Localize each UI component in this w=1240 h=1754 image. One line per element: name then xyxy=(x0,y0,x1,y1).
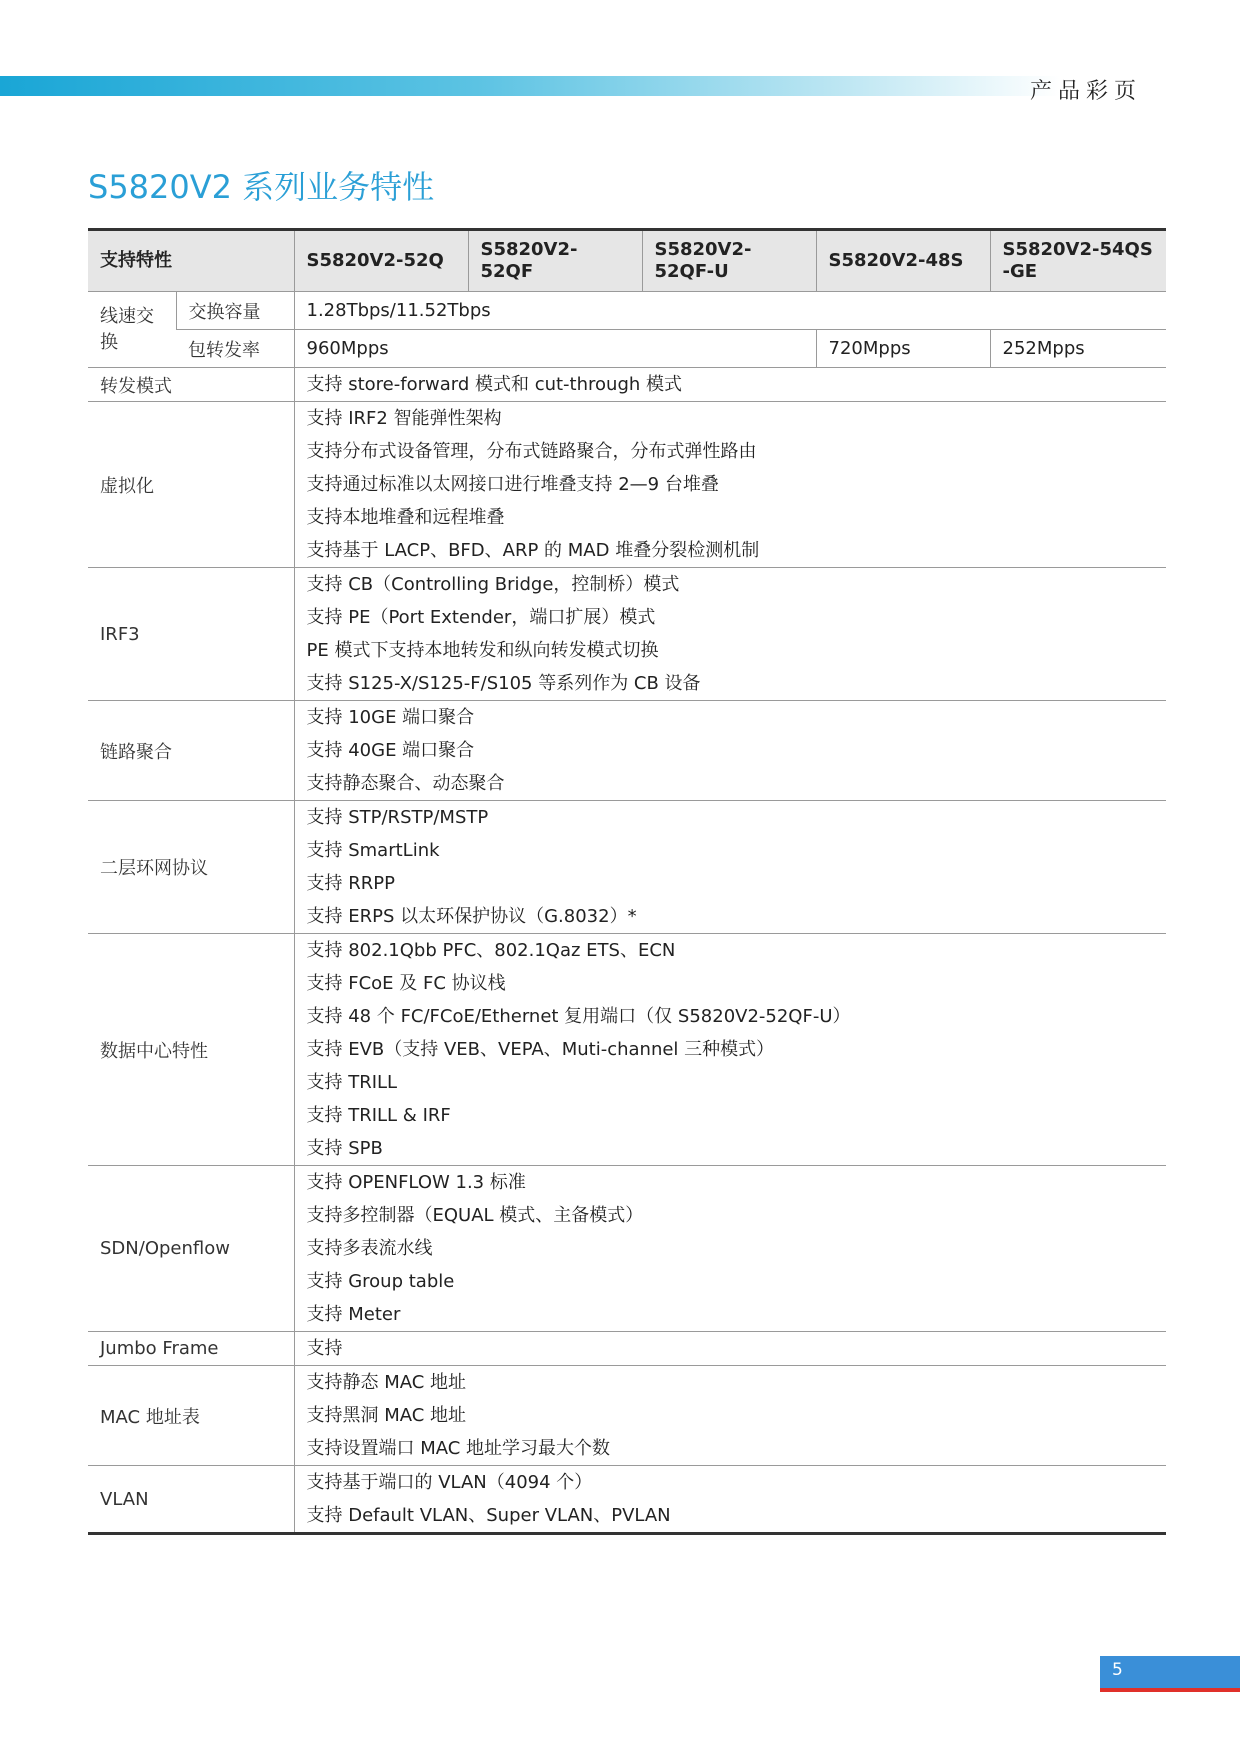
feature-table xyxy=(88,228,1166,1535)
feature-detail-line: 支持静态聚合、动态聚合 xyxy=(306,773,505,794)
feature-detail-cell xyxy=(294,934,1166,1166)
feature-cell: VLAN xyxy=(88,1466,294,1534)
feature-detail-line: 支持 xyxy=(306,1338,343,1359)
page-number: 5 xyxy=(1112,1660,1123,1680)
feature-cell: MAC 地址表 xyxy=(88,1366,294,1466)
feature-cell: 数据中心特性 xyxy=(88,934,294,1166)
table-row xyxy=(88,292,1166,330)
header-model: S5820V2-52QF-U xyxy=(642,230,816,292)
feature-detail-cell xyxy=(294,368,1166,402)
table-row xyxy=(88,330,1166,368)
header-tag: 产品彩页 xyxy=(1030,79,1143,104)
feature-detail-line: PE 模式下支持本地转发和纵向转发模式切换 xyxy=(306,640,659,661)
feature-cell: IRF3 xyxy=(88,568,294,701)
feature-detail-line: 支持 IRF2 智能弹性架构 xyxy=(306,408,502,429)
table-row xyxy=(88,568,1166,701)
feature-detail-line: 支持 48 个 FC/FCoE/Ethernet 复用端口（仅 S5820V2-52QF-U） xyxy=(306,1006,851,1027)
table-row xyxy=(88,701,1166,801)
feature-detail-line: 支持 PE（Port Extender，端口扩展）模式 xyxy=(306,607,656,628)
feature-detail-line: 支持 store-forward 模式和 cut-through 模式 xyxy=(306,374,683,395)
table-row xyxy=(88,934,1166,1166)
feature-detail-line: 支持 RRPP xyxy=(306,873,395,894)
header-model: S5820V2-52QF xyxy=(468,230,642,292)
feature-detail-line: 支持 CB（Controlling Bridge，控制桥）模式 xyxy=(306,574,680,595)
sub-feature-cell: 交换容量 xyxy=(176,292,294,330)
feature-detail-line: 支持多控制器（EQUAL 模式、主备模式） xyxy=(306,1205,644,1226)
header-model: S5820V2-48S xyxy=(816,230,990,292)
table-row xyxy=(88,1466,1166,1534)
header-feature: 支持特性 xyxy=(88,230,294,292)
feature-cell: 转发模式 xyxy=(88,368,294,402)
feature-detail-line: 支持 STP/RSTP/MSTP xyxy=(306,807,489,828)
table-header-row xyxy=(88,230,1166,292)
feature-detail-cell xyxy=(294,1332,1166,1366)
sub-feature-cell: 包转发率 xyxy=(176,330,294,368)
feature-detail-line: 支持静态 MAC 地址 xyxy=(306,1372,467,1393)
feature-detail-line: 支持 SPB xyxy=(306,1138,383,1159)
table-row xyxy=(88,1332,1166,1366)
feature-detail-line: 支持本地堆叠和远程堆叠 xyxy=(306,507,505,528)
feature-detail-cell xyxy=(294,402,1166,568)
feature-detail-line: 支持通过标准以太网接口进行堆叠支持 2—9 台堆叠 xyxy=(306,474,719,495)
header-model: S5820V2-52Q xyxy=(294,230,468,292)
feature-detail-line: 支持 10GE 端口聚合 xyxy=(306,707,475,728)
header-decor-bar xyxy=(0,76,1060,96)
feature-detail-line: 支持 FCoE 及 FC 协议栈 xyxy=(306,973,506,994)
feature-detail-line: 支持 TRILL xyxy=(306,1072,398,1093)
page-title: S5820V2 系列业务特性 xyxy=(88,168,435,206)
value-cell: 252Mpps xyxy=(990,330,1166,368)
feature-detail-cell xyxy=(294,701,1166,801)
feature-detail-line: 支持 Default VLAN、Super VLAN、PVLAN xyxy=(306,1505,671,1526)
feature-detail-line: 支持 TRILL & IRF xyxy=(306,1105,451,1126)
feature-detail-line: 支持 S125-X/S125-F/S105 等系列作为 CB 设备 xyxy=(306,673,701,694)
feature-detail-line: 支持 Meter xyxy=(306,1304,401,1325)
feature-detail-line: 支持 ERPS 以太环保护协议（G.8032）* xyxy=(306,906,637,927)
table-row xyxy=(88,402,1166,568)
feature-detail-line: 支持分布式设备管理，分布式链路聚合，分布式弹性路由 xyxy=(306,441,757,462)
feature-cell: 链路聚合 xyxy=(88,701,294,801)
feature-cell: Jumbo Frame xyxy=(88,1332,294,1366)
feature-detail-line: 支持 SmartLink xyxy=(306,840,440,861)
feature-detail-line: 支持黑洞 MAC 地址 xyxy=(306,1405,467,1426)
header-model: S5820V2-54QS-GE xyxy=(990,230,1166,292)
feature-detail-line: 支持 40GE 端口聚合 xyxy=(306,740,475,761)
feature-cell: 二层环网协议 xyxy=(88,801,294,934)
table-row xyxy=(88,1166,1166,1332)
feature-detail-line: 支持 EVB（支持 VEB、VEPA、Muti-channel 三种模式） xyxy=(306,1039,775,1060)
value-cell: 720Mpps xyxy=(816,330,990,368)
feature-detail-line: 支持基于 LACP、BFD、ARP 的 MAD 堆叠分裂检测机制 xyxy=(306,540,760,561)
feature-detail-line: 支持设置端口 MAC 地址学习最大个数 xyxy=(306,1438,611,1459)
feature-detail-cell xyxy=(294,1366,1166,1466)
table-row xyxy=(88,368,1166,402)
table-row xyxy=(88,801,1166,934)
feature-detail-cell xyxy=(294,1466,1166,1534)
feature-detail-line: 支持基于端口的 VLAN（4094 个） xyxy=(306,1472,593,1493)
feature-detail-line: 支持多表流水线 xyxy=(306,1238,433,1259)
value-cell: 960Mpps xyxy=(294,330,816,368)
feature-detail-line: 支持 OPENFLOW 1.3 标准 xyxy=(306,1172,526,1193)
feature-detail-cell xyxy=(294,568,1166,701)
feature-cell: 虚拟化 xyxy=(88,402,294,568)
feature-cell: SDN/Openflow xyxy=(88,1166,294,1332)
feature-cell: 线速交换 xyxy=(88,292,176,368)
value-cell: 1.28Tbps/11.52Tbps xyxy=(294,292,1166,330)
feature-detail-cell xyxy=(294,801,1166,934)
table-row xyxy=(88,1366,1166,1466)
feature-detail-cell xyxy=(294,1166,1166,1332)
feature-detail-line: 支持 Group table xyxy=(306,1271,455,1292)
feature-detail-line: 支持 802.1Qbb PFC、802.1Qaz ETS、ECN xyxy=(306,940,676,961)
